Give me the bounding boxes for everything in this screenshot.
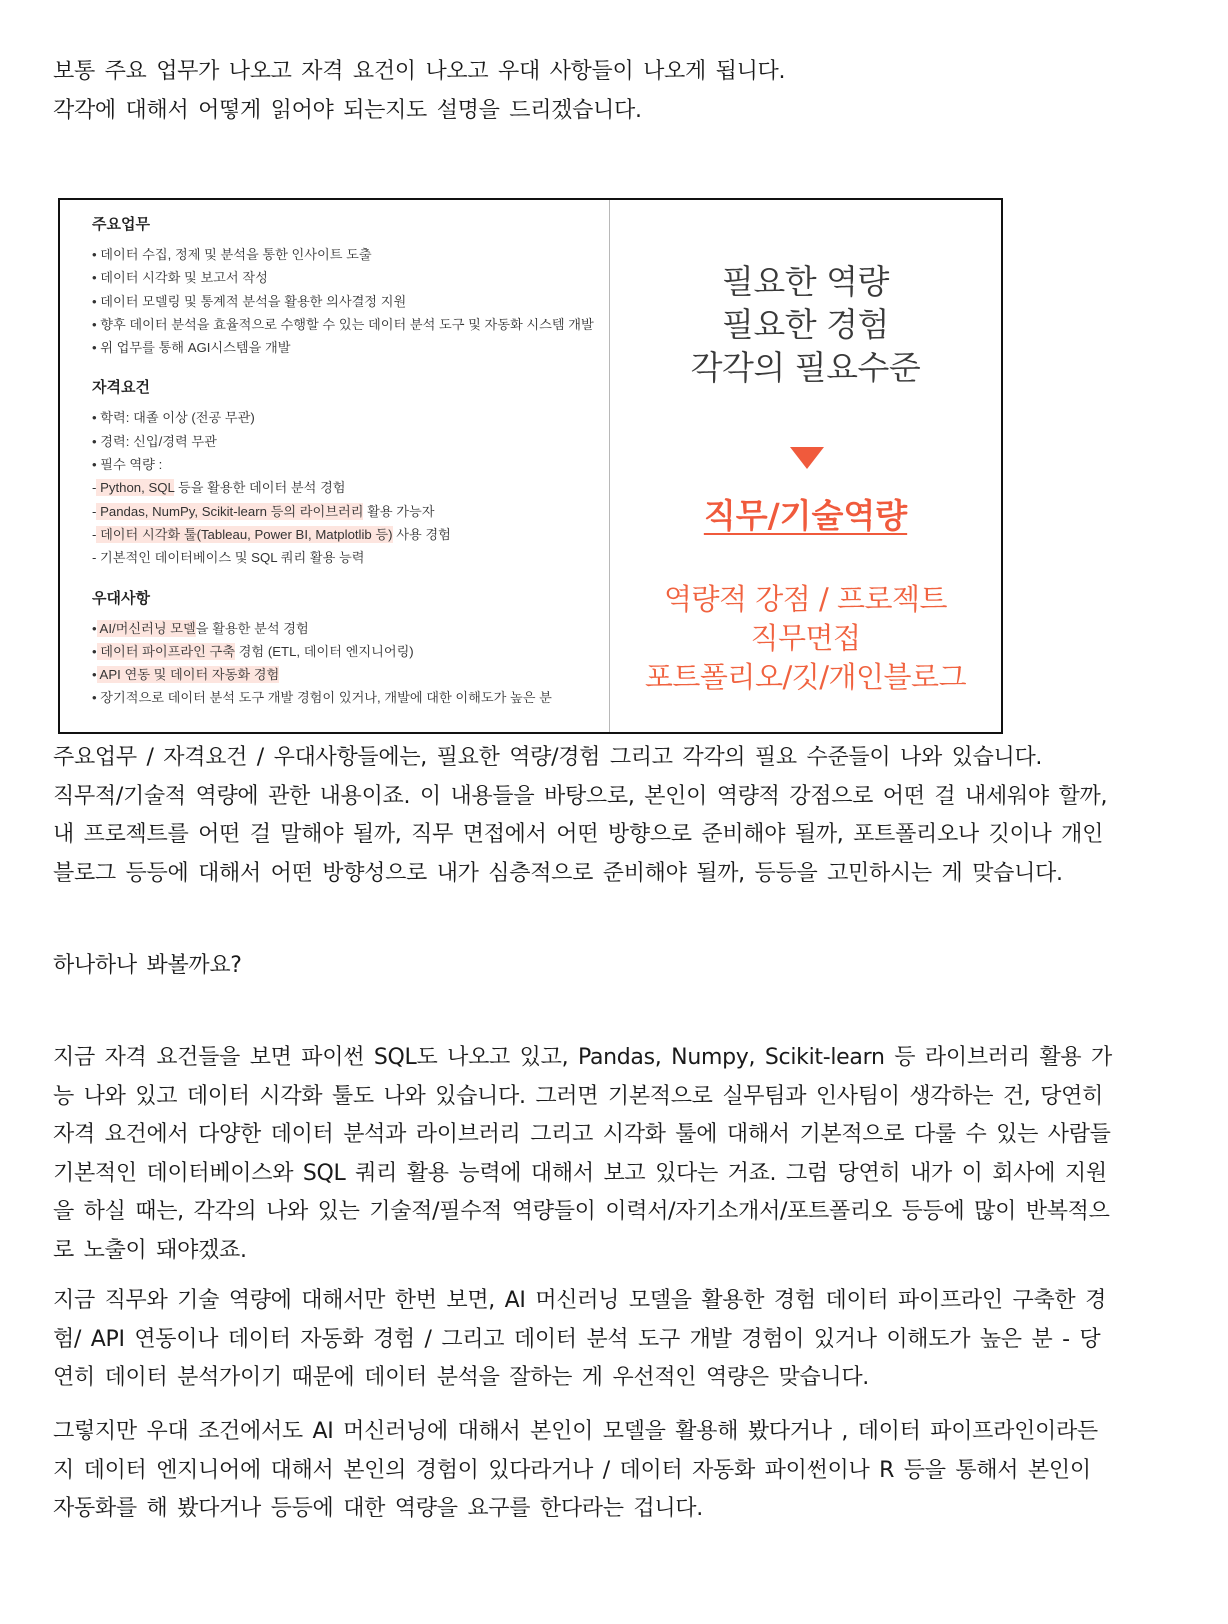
paragraph-line: 지 데이터 엔지니어에 대해서 본인의 경험이 있다라거나 / 데이터 자동화 파이썬이나 R 등을 통해서 본인이	[53, 1457, 1091, 1483]
paragraph-line: 지금 자격 요건들을 보면 파이썬 SQL도 나오고 있고, Pandas, Numpy, Scikit-learn 등 라이브러리 활용 가	[53, 1045, 1112, 1070]
needs-line: 각각의 필요수준	[690, 348, 921, 387]
highlighted-text: 데이터 파이프라인 구축	[96, 643, 236, 659]
list-item: • 데이터 수집, 정제 및 분석을 통한 인사이트 도출	[92, 247, 372, 262]
paragraph-line: 험/ API 연동이나 데이터 자동화 경험 / 그리고 데이터 분석 도구 개발 경험이 있거나 이해도가 높은 분 - 당	[53, 1326, 1101, 1352]
uses-line: 포트폴리오/깃/개인블로그	[644, 660, 967, 694]
highlighted-text: 데이터 시각화 툴(Tableau, Power BI, Matplotlib 등)	[96, 526, 393, 542]
down-triangle-icon	[790, 447, 824, 469]
list-item: • 학력: 대졸 이상 (전공 무관)	[92, 410, 255, 426]
list-item-rest: 을 활용한 분석 경험	[195, 620, 309, 636]
highlighted-text: API 연동 및 데이터 자동화 경험	[96, 667, 280, 683]
list-item-prefix: -	[92, 480, 97, 496]
body-paragraph-4	[53, 1282, 1173, 1398]
list-item-prefix: -	[92, 503, 97, 519]
needs-line: 필요한 경험	[722, 305, 889, 344]
list-item	[92, 500, 609, 523]
section-title-qualifications: 자격요건	[92, 379, 150, 397]
list-item: • 데이터 모델링 및 통계적 분석을 활용한 의사결정 지원	[92, 293, 407, 309]
list-item-rest: 경험 (ETL, 데이터 엔지니어링)	[235, 643, 414, 659]
intro-paragraph	[53, 53, 1173, 130]
job-posting-figure	[58, 198, 1003, 734]
uses-list	[610, 580, 1001, 697]
list-item	[92, 476, 609, 499]
list-item	[92, 617, 609, 640]
list-item	[92, 640, 609, 663]
paragraph-line: 기본적인 데이터베이스와 SQL 쿼리 활용 능력에 대해서 보고 있다는 거죠. 그럼 당연히 내가 이 회사에 지원	[53, 1160, 1107, 1186]
list-item: • 데이터 시각화 및 보고서 작성	[92, 270, 268, 286]
list-item: • 향후 데이터 분석을 효율적으로 수행할 수 있는 데이터 분석 도구 및 자동화 시스템 개발	[92, 316, 594, 332]
list-item-prefix: •	[92, 667, 97, 683]
summary-panel	[610, 200, 1001, 732]
paragraph-line: 지금 직무와 기술 역량에 대해서만 한번 보면, AI 머신러닝 모델을 활용한 경험 데이터 파이프라인 구축한 경	[53, 1288, 1107, 1313]
list-item	[92, 523, 609, 546]
uses-line: 직무면접	[750, 621, 861, 655]
paragraph-line: 주요업무 / 자격요건 / 우대사항들에는, 필요한 역량/경험 그리고 각각의 필요 수준들이 나와 있습니다.	[53, 745, 1043, 770]
list-item-rest: 사용 경험	[392, 526, 451, 542]
paragraph-line: 을 하실 때는, 각각의 나와 있는 기술적/필수적 역량들이 이력서/자기소개서/포트폴리오 등등에 많이 반복적으	[53, 1199, 1110, 1224]
preferred-list	[92, 617, 609, 710]
uses-line: 역량적 강점 / 프로젝트	[663, 582, 948, 616]
body-paragraph-2	[53, 947, 1173, 986]
paragraph-line: 내 프로젝트를 어떤 걸 말해야 될까, 직무 면접에서 어떤 방향으로 준비해야 될까, 포트폴리오나 깃이나 개인	[53, 822, 1104, 847]
body-paragraph-1	[53, 739, 1173, 893]
list-item-prefix: •	[92, 643, 97, 659]
paragraph-line: 하나하나 봐볼까요?	[53, 953, 242, 978]
list-item: - 기본적인 데이터베이스 및 SQL 쿼리 활용 능력	[92, 550, 365, 566]
list-item-prefix: -	[92, 526, 97, 542]
list-item-rest: 등을 활용한 데이터 분석 경험	[174, 480, 346, 496]
list-item-prefix: •	[92, 620, 97, 636]
highlighted-text: Pandas, NumPy, Scikit-learn 등의 라이브러리	[96, 503, 364, 519]
list-item: • 필수 역량 :	[92, 457, 163, 473]
section-title-main-duties: 주요업무	[92, 216, 150, 233]
intro-line: 보통 주요 업무가 나오고 자격 요건이 나오고 우대 사항들이 나오게 됩니다.	[53, 59, 786, 84]
needs-list	[610, 260, 1001, 389]
list-item: • 경력: 신입/경력 무관	[92, 433, 217, 449]
paragraph-line: 자격 요건에서 다양한 데이터 분석과 라이브러리 그리고 시각화 툴에 대해서 기본적으로 다룰 수 있는 사람들	[53, 1122, 1111, 1147]
paragraph-line: 블로그 등등에 대해서 어떤 방향성으로 내가 심층적으로 준비해야 될까, 등등을 고민하시는 게 맞습니다.	[53, 860, 1063, 886]
paragraph-line: 연히 데이터 분석가이기 때문에 데이터 분석을 잘하는 게 우선적인 역량은 맞습니다.	[53, 1365, 869, 1390]
section-title-preferred: 우대사항	[92, 589, 150, 607]
main-duties-list	[92, 243, 609, 359]
list-item	[92, 663, 609, 686]
body-paragraph-5	[53, 1413, 1173, 1529]
list-item: • 위 업무를 통해 AGI시스템을 개발	[92, 340, 291, 356]
paragraph-line: 직무적/기술적 역량에 관한 내용이죠. 이 내용들을 바탕으로, 본인이 역량적 강점으로 어떤 걸 내세워야 할까,	[53, 783, 1108, 809]
intro-line: 각각에 대해서 어떻게 읽어야 되는지도 설명을 드리겠습니다.	[53, 97, 642, 123]
list-item: • 장기적으로 데이터 분석 도구 개발 경험이 있거나, 개발에 대한 이해도가 높은 분	[92, 690, 552, 706]
skill-title-text: 직무/기술역량	[703, 496, 908, 535]
skill-title	[610, 494, 1001, 538]
paragraph-line: 로 노출이 돼야겠죠.	[53, 1237, 247, 1263]
highlighted-text: AI/머신러닝 모델	[96, 620, 196, 636]
paragraph-line: 능 나와 있고 데이터 시각화 툴도 나와 있습니다. 그러면 기본적으로 실무팀과 인사팀이 생각하는 건, 당연히	[53, 1083, 1104, 1109]
list-item-rest: 활용 가능자	[363, 503, 435, 519]
job-posting-sections	[60, 200, 610, 732]
paragraph-line: 그렇지만 우대 조건에서도 AI 머신러닝에 대해서 본인이 모델을 활용해 봤다거나 , 데이터 파이프라인이라든	[53, 1419, 1098, 1444]
highlighted-text: Python, SQL	[96, 480, 175, 496]
qualifications-list	[92, 406, 609, 569]
needs-line: 필요한 역량	[722, 262, 889, 301]
paragraph-line: 자동화를 해 봤다거나 등등에 대한 역량을 요구를 한다라는 겁니다.	[53, 1496, 703, 1521]
body-paragraph-3	[53, 1039, 1173, 1270]
